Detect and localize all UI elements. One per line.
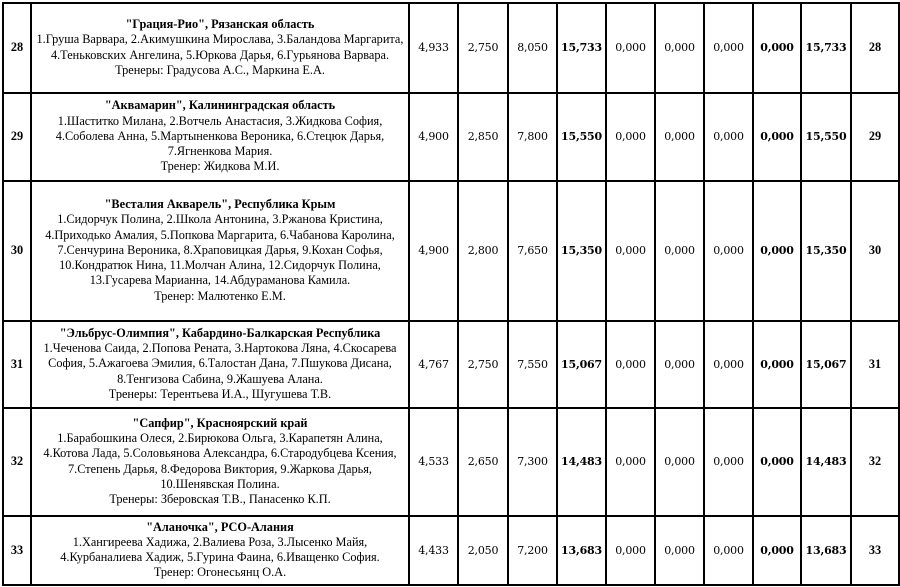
- team-cell: [31, 321, 409, 408]
- total-score-cell: 15,067: [557, 321, 606, 408]
- score-cell: 4,900: [409, 181, 458, 321]
- final-place-cell: 30: [851, 181, 899, 321]
- score-cell: 2,750: [458, 321, 508, 408]
- team-members: 1.Хангиреева Хадижа, 2.Валиева Роза, 3.Лысенко Майя, 4.Курбаналиева Хадиж, 5.Гурина Фаина, 6.Иващенко София.: [60, 534, 380, 564]
- place-cell: 29: [3, 93, 31, 181]
- place-cell: 28: [3, 3, 31, 93]
- team-name: "Аквамарин", Калининградская область: [104, 98, 336, 113]
- score-cell: 7,550: [508, 321, 557, 408]
- score-cell: 0,000: [704, 516, 753, 585]
- total-score-cell: 0,000: [753, 93, 801, 181]
- score-cell: 0,000: [655, 516, 704, 585]
- final-place-cell: 28: [851, 3, 899, 93]
- score-cell: 8,050: [508, 3, 557, 93]
- team-members: 1.Шаститко Милана, 2.Вотчель Анастасия, 3.Жидкова София, 4.Соболева Анна, 5.Мартыненкова Вероника, 6.Стецюк Дарья, 7.Ягненкова Мария.: [55, 113, 385, 159]
- score-cell: 0,000: [655, 93, 704, 181]
- score-cell: 2,800: [458, 181, 508, 321]
- team-coaches: Тренеры: Зберовская Т.В., Панасенко К.П.: [109, 491, 331, 506]
- total-score-cell: 0,000: [753, 408, 801, 516]
- score-cell: 4,933: [409, 3, 458, 93]
- team-cell: [31, 181, 409, 321]
- final-score-cell: 15,067: [801, 321, 851, 408]
- team-cell: [31, 516, 409, 585]
- final-score-cell: 14,483: [801, 408, 851, 516]
- score-cell: 0,000: [606, 93, 655, 181]
- total-score-cell: 0,000: [753, 516, 801, 585]
- score-cell: 7,200: [508, 516, 557, 585]
- final-place-cell: 29: [851, 93, 899, 181]
- results-table: [2, 2, 900, 586]
- final-place-cell: 33: [851, 516, 899, 585]
- score-cell: 7,300: [508, 408, 557, 516]
- score-cell: 0,000: [655, 181, 704, 321]
- place-cell: 30: [3, 181, 31, 321]
- table-row: [3, 516, 899, 585]
- final-score-cell: 15,733: [801, 3, 851, 93]
- team-cell: [31, 93, 409, 181]
- score-cell: 0,000: [606, 181, 655, 321]
- team-name: "Аланочка", РСО-Алания: [146, 519, 294, 534]
- score-cell: 0,000: [704, 181, 753, 321]
- score-cell: 0,000: [606, 516, 655, 585]
- total-score-cell: 0,000: [753, 181, 801, 321]
- score-cell: 4,533: [409, 408, 458, 516]
- score-cell: 4,433: [409, 516, 458, 585]
- score-cell: 2,050: [458, 516, 508, 585]
- total-score-cell: 13,683: [557, 516, 606, 585]
- score-cell: 0,000: [655, 408, 704, 516]
- table-row: [3, 321, 899, 408]
- place-cell: 31: [3, 321, 31, 408]
- final-score-cell: 15,550: [801, 93, 851, 181]
- total-score-cell: 15,350: [557, 181, 606, 321]
- team-cell: [31, 408, 409, 516]
- score-cell: 0,000: [655, 3, 704, 93]
- table-row: [3, 408, 899, 516]
- team-name: "Сапфир", Красноярский край: [132, 415, 308, 430]
- score-cell: 4,900: [409, 93, 458, 181]
- score-cell: 0,000: [606, 408, 655, 516]
- final-score-cell: 15,350: [801, 181, 851, 321]
- score-cell: 0,000: [704, 408, 753, 516]
- score-cell: 2,850: [458, 93, 508, 181]
- final-score-cell: 13,683: [801, 516, 851, 585]
- score-cell: 0,000: [655, 321, 704, 408]
- score-cell: 0,000: [606, 321, 655, 408]
- score-cell: 7,800: [508, 93, 557, 181]
- total-score-cell: 0,000: [753, 321, 801, 408]
- team-members: 1.Груша Варвара, 2.Акимушкина Мирослава, 3.Баландова Маргарита, 4.Теньковских Ангелина, 5.Юркова Дарья, 6.Гурьянова Варвара.: [36, 32, 404, 62]
- score-cell: 2,750: [458, 3, 508, 93]
- team-coaches: Тренер: Малютенко Е.М.: [154, 288, 286, 303]
- team-coaches: Тренер: Жидкова М.И.: [160, 159, 280, 174]
- team-coaches: Тренеры: Терентьева И.А., Шугушева Т.В.: [108, 386, 332, 401]
- team-members: 1.Барабошкина Олеся, 2.Бирюкова Ольга, 3.Карапетян Алина, 4.Котова Лада, 5.Соловьянова Александра, 6.Стародубцева Ксения, 7.Степень Дарья, 8.Федорова Виктория, 9.Жаркова Дарья, 10.Шенявская Полина.: [43, 431, 397, 491]
- score-cell: 2,650: [458, 408, 508, 516]
- team-name: "Грация-Рио", Рязанская область: [125, 17, 315, 32]
- team-members: 1.Чеченова Саида, 2.Попова Рената, 3.Нартокова Ляна, 4.Скосарева София, 5.Ажагоева Эмилия, 6.Талостан Дана, 7.Пшукова Дисана, 8.Тенгизова Сабина, 9.Жашуева Алана.: [43, 341, 397, 386]
- place-cell: 32: [3, 408, 31, 516]
- total-score-cell: 15,733: [557, 3, 606, 93]
- final-place-cell: 32: [851, 408, 899, 516]
- total-score-cell: 14,483: [557, 408, 606, 516]
- place-cell: 33: [3, 516, 31, 585]
- team-cell: [31, 3, 409, 93]
- team-coaches: Тренер: Огонесьянц О.А.: [153, 565, 287, 580]
- table-row: [3, 3, 899, 93]
- table-row: [3, 181, 899, 321]
- score-cell: 0,000: [704, 93, 753, 181]
- team-name: "Эльбрус-Олимпия", Кабардино-Балкарская Республика: [59, 325, 381, 340]
- team-coaches: Тренеры: Градусова А.С., Маркина Е.А.: [115, 62, 325, 77]
- table-row: [3, 93, 899, 181]
- team-members: 1.Сидорчук Полина, 2.Школа Антонина, 3.Ржанова Кристина, 4.Приходько Амалия, 5.Попкова Маргарита, 6.Чабанова Каролина, 7.Сенчурина Вероника, 8.Храповицкая Дарья, 9.Кохан Софья, 10.Кондратюк Нина, 11.Молчан Алина, 12.Сидорчук Полина, 13.Гусарева Марианна, 14.Абдураманова Камила.: [45, 212, 395, 288]
- score-cell: 0,000: [704, 321, 753, 408]
- score-cell: 0,000: [704, 3, 753, 93]
- total-score-cell: 15,550: [557, 93, 606, 181]
- total-score-cell: 0,000: [753, 3, 801, 93]
- results-table-body: [3, 3, 899, 585]
- score-cell: 7,650: [508, 181, 557, 321]
- score-cell: 0,000: [606, 3, 655, 93]
- team-name: "Весталия Акварель", Республика Крым: [104, 197, 336, 212]
- score-cell: 4,767: [409, 321, 458, 408]
- final-place-cell: 31: [851, 321, 899, 408]
